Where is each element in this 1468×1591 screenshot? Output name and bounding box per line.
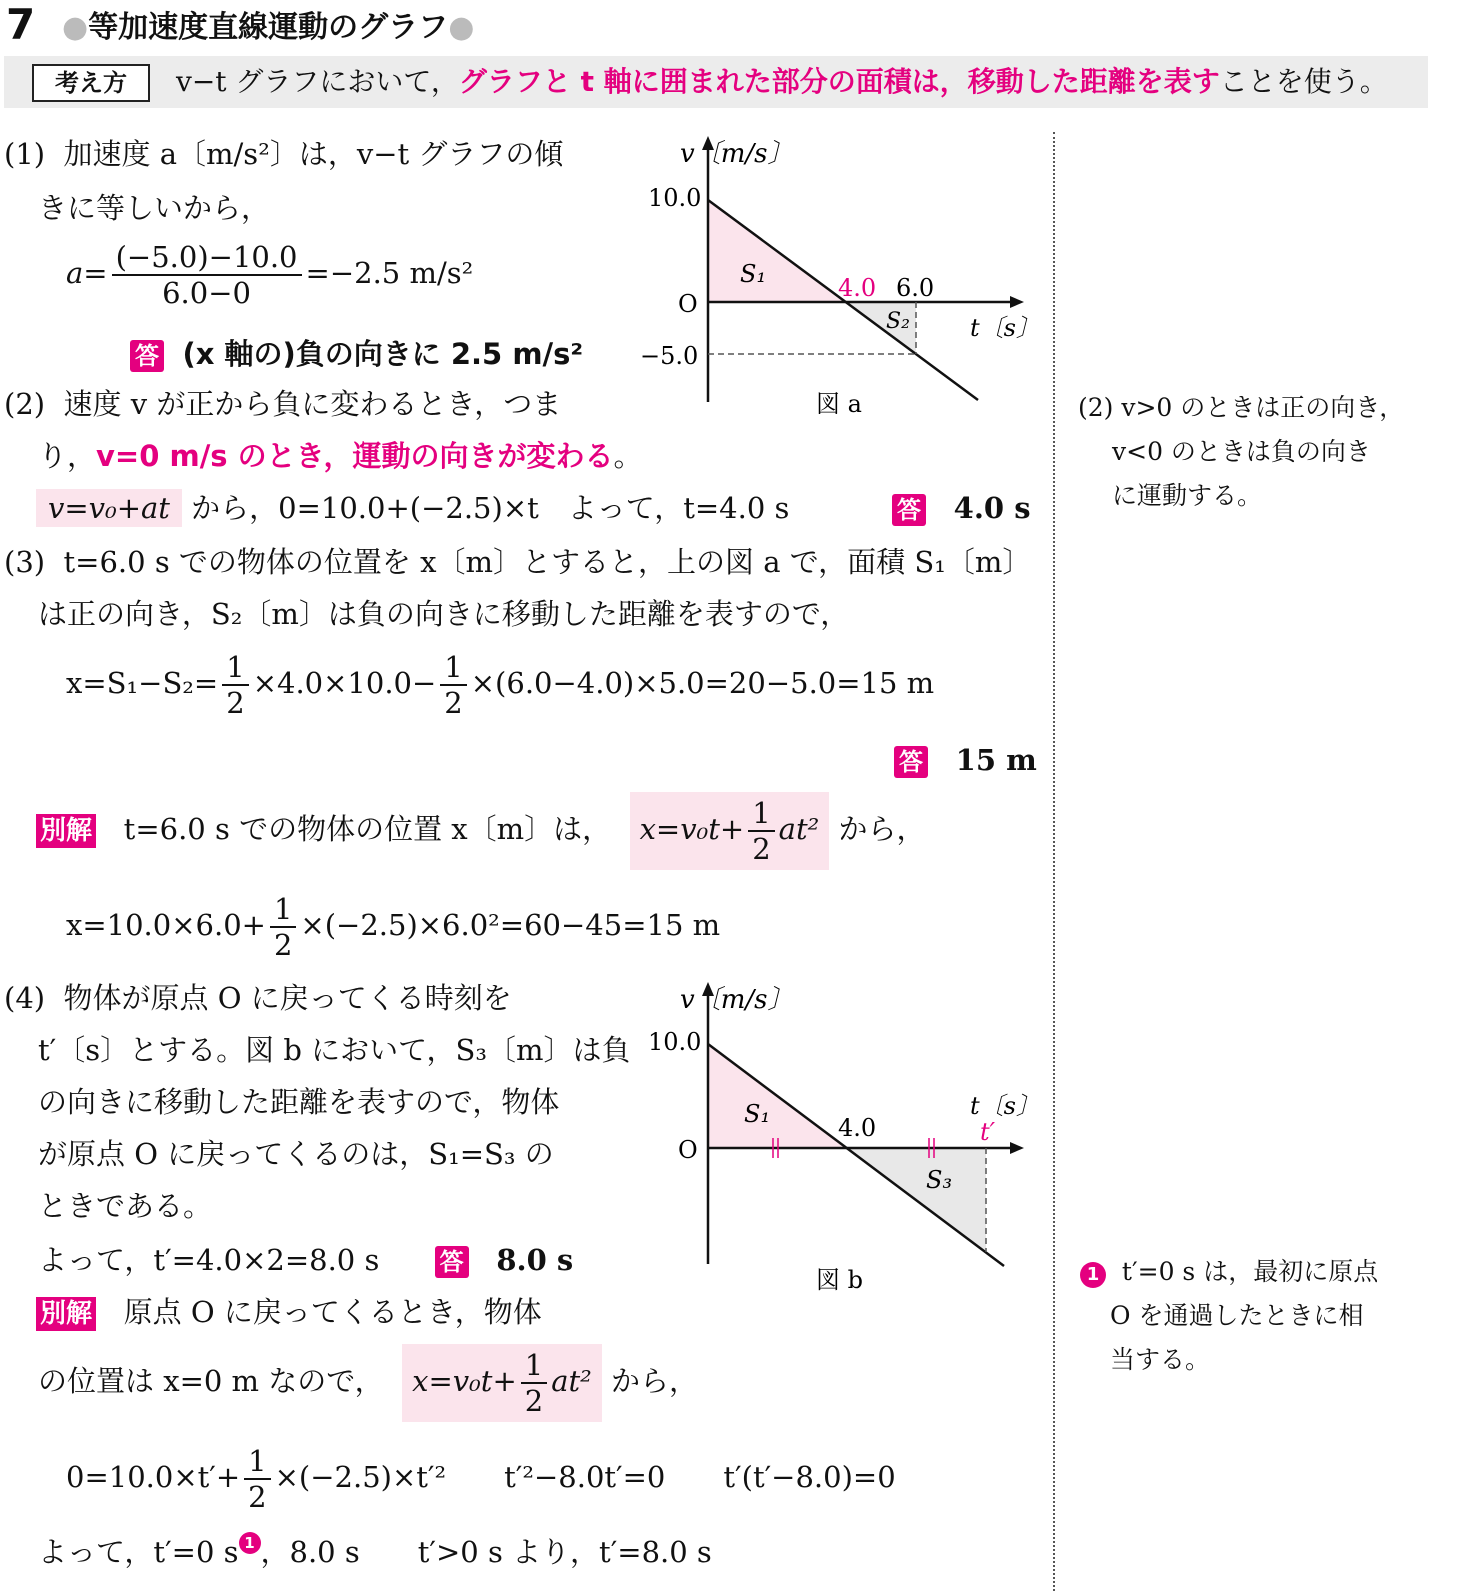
- q2-text-1: 速度 v が正から負に変わるとき，つま: [63, 387, 562, 421]
- fig-b-s1-label: S₁: [744, 1100, 771, 1128]
- q4-alt-text-1: 原点 O に戻ってくるとき，物体: [123, 1295, 542, 1329]
- q3-alt-eq-a: x=10.0×6.0+: [66, 908, 266, 942]
- q4-number: (4): [4, 981, 46, 1015]
- side-note-2: [1078, 386, 1404, 518]
- side-note-1-line2: O を通過したときに相: [1110, 1301, 1364, 1330]
- hint-text: [176, 62, 1388, 102]
- q4-line5: ときである。: [38, 1189, 213, 1223]
- problem-title-text: 等加速度直線運動のグラフ: [88, 10, 449, 45]
- column-divider: [1053, 132, 1055, 1591]
- q1-eq-rhs: =−2.5 m/s²: [305, 256, 474, 290]
- side-note-1-marker: 1: [1080, 1262, 1106, 1288]
- q4-line2: t′〔s〕とする。図 b において，S₃〔m〕は負: [38, 1033, 631, 1067]
- fig-b-y-label: v〔m/s〕: [680, 985, 794, 1015]
- fig-b-x-cross: 4.0: [838, 1114, 877, 1142]
- q3-alt-formula: [630, 792, 830, 870]
- q4-answer-mark: 答: [435, 1246, 469, 1278]
- q4-text-1: 物体が原点 O に戻ってくる時刻を: [63, 981, 512, 1015]
- fig-b-tprime: t′: [980, 1118, 996, 1146]
- fig-a-y-label: v〔m/s〕: [680, 139, 794, 169]
- note-1-ref-marker: 1: [239, 1532, 261, 1554]
- q3-frac-2: [440, 650, 466, 720]
- q3-line1: [4, 542, 1031, 582]
- q1-answer-line: [130, 334, 583, 374]
- q4-alt-line1: [36, 1292, 542, 1332]
- q3-frac-2-num: 1: [440, 650, 466, 686]
- q3-number: (3): [4, 545, 46, 579]
- q2-text-3: から，0=10.0+(−2.5)×t よって，t=4.0 s: [191, 491, 790, 525]
- q3-alt-label: 別解: [36, 814, 96, 848]
- q4-alt-line2: [38, 1344, 698, 1422]
- q4-alt-eq-frac: [244, 1444, 270, 1514]
- q3-alt-eq-frac-den: 2: [273, 928, 293, 962]
- fig-a-x-cross: 4.0: [838, 274, 877, 302]
- q3-alt-eq-frac: [270, 892, 296, 962]
- fig-b-caption: 図 b: [816, 1266, 863, 1294]
- q4-last-line: [38, 1532, 712, 1572]
- fig-b-s3-label: S₃: [926, 1166, 953, 1194]
- q2-text-2c: 。: [613, 439, 643, 473]
- fig-a-x-label: t〔s〕: [970, 314, 1040, 342]
- q1-answer-mark: 答: [130, 340, 164, 372]
- q3-eq-c: ×(6.0−4.0)×5.0=20−5.0=15 m: [470, 666, 935, 700]
- fig-b-origin: O: [678, 1136, 698, 1164]
- q3-alt-frac-num: 1: [748, 796, 774, 832]
- q4-line6: [38, 1240, 573, 1280]
- q3-answer: 15 m: [955, 743, 1037, 777]
- q3-line2: は正の向き，S₂〔m〕は負の向きに移動した距離を表すので，: [38, 597, 850, 631]
- q1-equation: [66, 240, 473, 310]
- q4-last-b: ，8.0 s t′>0 s より，t′=8.0 s: [260, 1535, 712, 1569]
- fig-a-origin: O: [678, 290, 698, 318]
- fig-a-caption: 図 a: [816, 390, 862, 414]
- side-note-1-line3: 当する。: [1110, 1345, 1211, 1374]
- q4-alt-equation: [66, 1444, 896, 1514]
- q2-text-2b: v=0 m/s のとき，運動の向きが変わる: [96, 439, 614, 473]
- q4-alt-formula-b: at²: [551, 1364, 592, 1398]
- q3-frac-1-den: 2: [226, 686, 245, 720]
- q4-text-6: よって，t′=4.0×2=8.0 s: [38, 1243, 380, 1277]
- hint-text-c: ことを使う。: [1219, 65, 1388, 98]
- q4-alt-formula-a: x=v₀t+: [412, 1364, 517, 1398]
- q3-alt-frac: [748, 796, 774, 866]
- q2-line3: [36, 488, 789, 528]
- q4-alt-formula: [402, 1344, 602, 1422]
- q4-alt-eq-b: ×(−2.5)×t′² t′²−8.0t′=0 t′(t′−8.0)=0: [274, 1460, 896, 1494]
- q3-frac-1-num: 1: [222, 650, 248, 686]
- q3-alt-frac-den: 2: [752, 832, 771, 866]
- side-note-2-line3: に運動する。: [1112, 481, 1263, 510]
- q4-alt-frac-num: 1: [521, 1348, 547, 1384]
- q3-alt-equation: [66, 892, 720, 962]
- q4-line4: が原点 O に戻ってくるのは，S₁=S₃ の: [38, 1137, 554, 1171]
- q1-eq-lhs: a=: [66, 256, 108, 290]
- q3-alt-text-1: t=6.0 s での物体の位置 x〔m〕は，: [123, 812, 612, 846]
- q4-alt-eq-frac-den: 2: [248, 1480, 267, 1514]
- side-note-2-line1: (2) v>0 のときは正の向き，: [1078, 393, 1405, 422]
- figure-a: [620, 132, 1040, 414]
- q4-last-a: よって，t′=0 s: [38, 1535, 239, 1569]
- fig-b-x-arrow: [1010, 1142, 1024, 1154]
- q2-line2: [38, 436, 643, 476]
- q2-line1: [4, 384, 561, 424]
- q3-answer-line: [894, 740, 1037, 780]
- q3-frac-1: [222, 650, 248, 720]
- q2-answer: 4.0 s: [953, 491, 1031, 525]
- hint-text-b: グラフと t 軸に囲まれた部分の面積は，移動した距離を表す: [458, 65, 1220, 98]
- problem-title: ●等加速度直線運動のグラフ●: [62, 10, 475, 45]
- fig-a-s1-label: S₁: [740, 260, 767, 288]
- fig-a-s2-label: S₂: [886, 309, 910, 334]
- side-note-1: [1080, 1250, 1378, 1382]
- q3-frac-2-den: 2: [444, 686, 463, 720]
- q1-fraction: [112, 240, 302, 310]
- q3-alt-line1: [36, 792, 925, 870]
- q4-answer: 8.0 s: [496, 1243, 574, 1277]
- q1-fraction-den: 6.0−0: [162, 276, 251, 310]
- q4-alt-eq-frac-num: 1: [244, 1444, 270, 1480]
- fig-a-x-end: 6.0: [896, 274, 935, 302]
- q3-answer-mark: 答: [894, 746, 928, 778]
- q4-alt-label: 別解: [36, 1297, 96, 1331]
- q4-line1: [4, 978, 512, 1018]
- hint-label: 考え方: [32, 64, 150, 102]
- q3-alt-formula-a: x=v₀t+: [639, 812, 745, 846]
- q3-alt-eq-b: ×(−2.5)×6.0²=60−45=15 m: [300, 908, 721, 942]
- side-note-2-line2: v<0 のときは負の向き: [1112, 437, 1371, 466]
- q1-text-1: 加速度 a〔m/s²〕は，v−t グラフの傾: [63, 137, 564, 171]
- q4-alt-frac: [521, 1348, 547, 1418]
- side-note-1-line1: t′=0 s は，最初に原点: [1121, 1257, 1379, 1286]
- q3-alt-formula-b: at²: [778, 812, 820, 846]
- fig-a-x-arrow: [1010, 296, 1024, 308]
- q2-answer-mark: 答: [892, 494, 926, 526]
- q2-number: (2): [4, 387, 46, 421]
- q4-alt-eq-a: 0=10.0×t′+: [66, 1460, 241, 1494]
- q1-line1: [4, 134, 563, 174]
- q3-text-1: t=6.0 s での物体の位置を x〔m〕とすると，上の図 a で，面積 S₁〔m〕: [63, 545, 1032, 579]
- q3-alt-text-end: から，: [838, 812, 926, 846]
- q1-line2: きに等しいから，: [38, 191, 271, 225]
- figure-b: [620, 978, 1040, 1298]
- q2-answer-line: [892, 488, 1031, 528]
- q4-alt-text-2: の位置は x=0 m なので，: [38, 1364, 384, 1398]
- q1-number: (1): [4, 137, 46, 171]
- q3-equation: [66, 650, 934, 720]
- fig-b-y-top: 10.0: [648, 1028, 702, 1056]
- q4-alt-text-end: から，: [611, 1364, 699, 1398]
- q3-eq-a: x=S₁−S₂=: [66, 666, 219, 700]
- fig-a-y-top: 10.0: [648, 184, 702, 212]
- q3-alt-eq-frac-num: 1: [270, 892, 296, 928]
- q4-line3: の向きに移動した距離を表すので，物体: [38, 1085, 560, 1119]
- fig-b-x-label: t〔s〕: [970, 1092, 1040, 1120]
- q1-answer: (x 軸の)負の向きに 2.5 m/s²: [182, 337, 584, 371]
- q3-eq-b: ×4.0×10.0−: [252, 666, 437, 700]
- problem-number: 7: [6, 0, 36, 49]
- fig-a-y-neg: −5.0: [640, 342, 699, 370]
- q4-alt-frac-den: 2: [524, 1384, 544, 1418]
- q1-fraction-num: (−5.0)−10.0: [112, 240, 302, 276]
- q2-formula: v=v₀+at: [36, 489, 182, 527]
- q2-text-2a: り，: [38, 439, 97, 473]
- hint-text-a: v−t グラフにおいて，: [176, 65, 459, 98]
